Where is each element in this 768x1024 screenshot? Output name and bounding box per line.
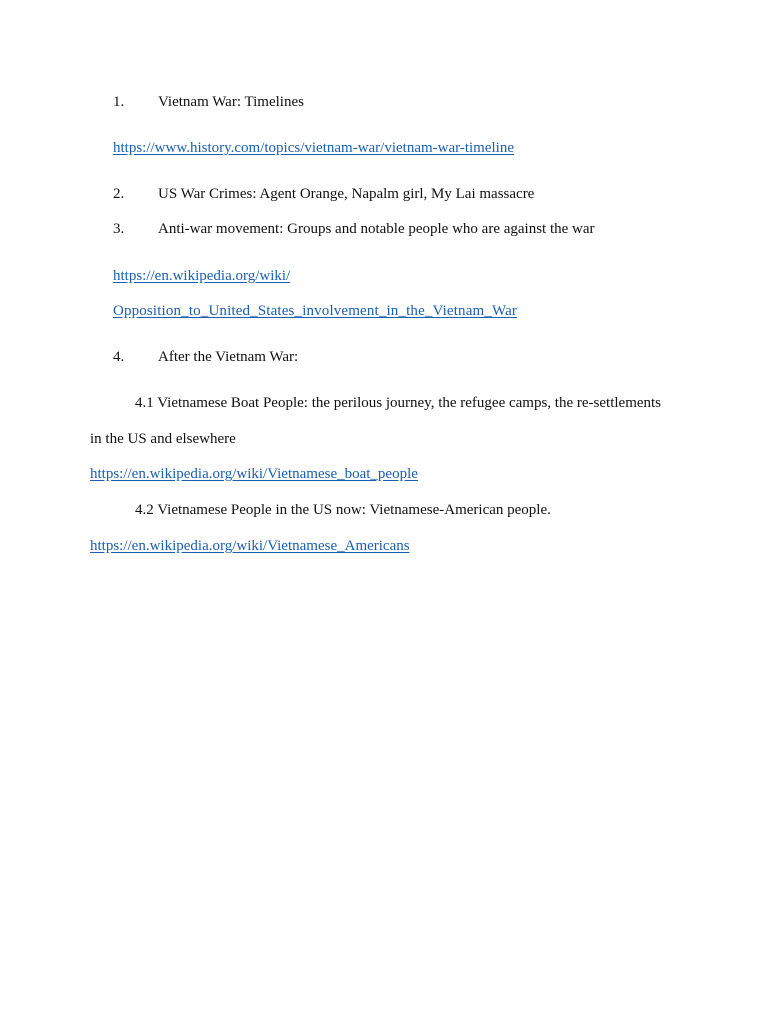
subitem-4-1-line2: in the US and elsewhere — [90, 431, 236, 447]
subitem-4-2: 4.2 Vietnamese People in the US now: Vietnamese-American people. — [135, 502, 551, 518]
link-line — [113, 139, 514, 157]
link-vietnamese-americans[interactable]: https://en.wikipedia.org/wiki/Vietnamese_Americans — [90, 538, 410, 554]
list-item-text: Anti-war movement: Groups and notable people who are against the war — [158, 221, 595, 237]
link-line — [113, 267, 290, 285]
link-line — [90, 465, 418, 483]
link-vietnam-war-timeline[interactable]: https://www.history.com/topics/vietnam-war/vietnam-war-timeline — [113, 140, 514, 156]
link-opposition-part2[interactable]: Opposition_to_United_States_involvement_in_the_Vietnam_War — [113, 303, 518, 319]
link-line — [90, 537, 410, 555]
list-number: 4. — [113, 349, 125, 365]
list-number: 2. — [113, 186, 125, 202]
list-number: 3. — [113, 221, 125, 237]
list-item-text: Vietnam War: Timelines — [158, 94, 304, 110]
link-opposition-part1[interactable]: https://en.wikipedia.org/wiki/ — [113, 268, 291, 284]
subitem-4-1-line1: 4.1 Vietnamese Boat People: the perilous journey, the refugee camps, the re-settlements — [135, 395, 662, 411]
list-item-text: After the Vietnam War: — [158, 349, 299, 365]
list-number: 1. — [113, 94, 125, 110]
link-boat-people[interactable]: https://en.wikipedia.org/wiki/Vietnamese_boat_people — [90, 466, 418, 482]
link-line — [113, 302, 517, 320]
list-item-text: US War Crimes: Agent Orange, Napalm girl, My Lai massacre — [158, 186, 535, 202]
